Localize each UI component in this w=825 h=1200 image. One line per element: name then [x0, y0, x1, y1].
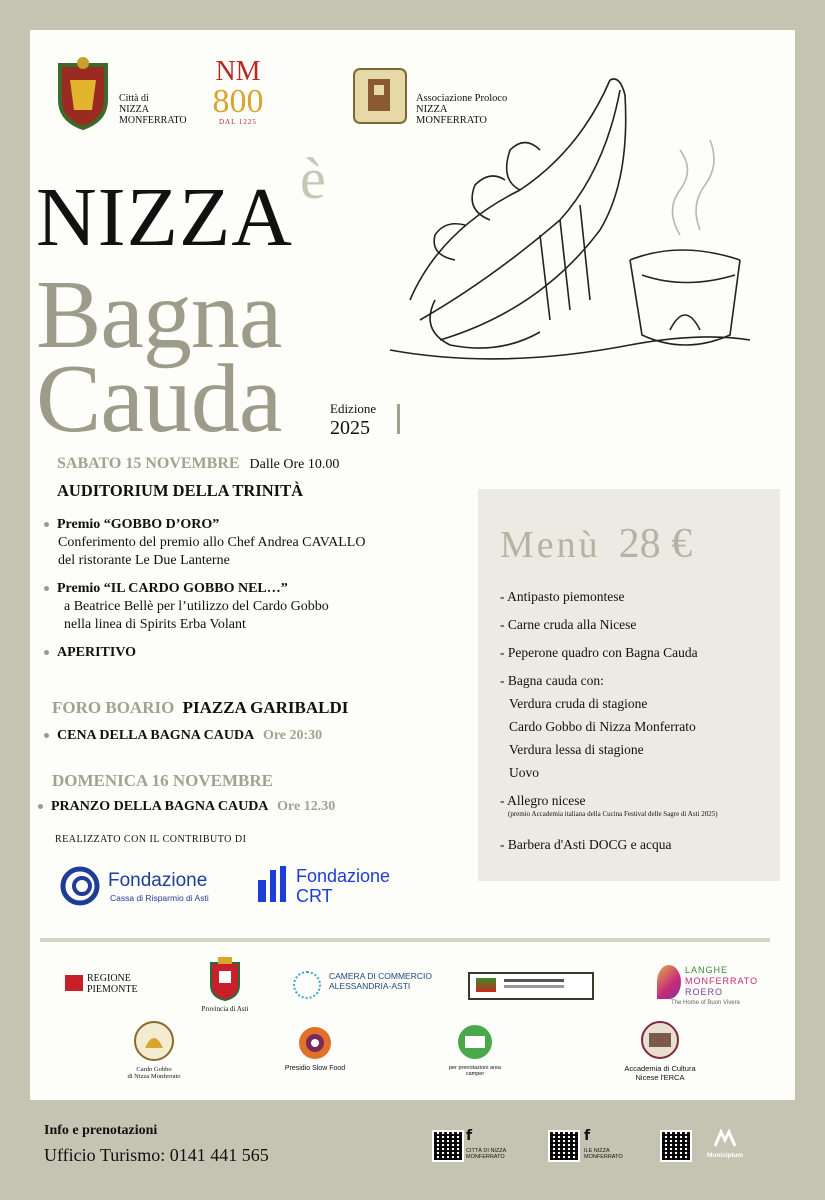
menu-item: - Antipasto piemontese	[500, 589, 625, 604]
slow-food-icon	[297, 1025, 333, 1061]
saturday-item: Premio “GOBBO D’ORO” Conferimento del premio allo Chef Andrea CAVALLO del ristorante Le Due Lanterne	[44, 516, 454, 570]
ufficio-turismo: Ufficio Turismo: 0141 441 565	[44, 1145, 269, 1165]
accademia-logo: Accademia di Cultura Nicese l'ERCA	[610, 1020, 710, 1082]
divider	[40, 938, 770, 942]
saturday-items	[44, 516, 454, 662]
area-camper-icon	[456, 1023, 494, 1061]
city-name: Città di NIZZA MONFERRATO	[119, 93, 187, 126]
saturday-venue: AUDITORIUM DELLA TRINITÀ	[57, 481, 304, 500]
municipium-icon	[713, 1128, 737, 1148]
menu-item: - Peperone quadro con Bagna Cauda	[500, 645, 698, 660]
nm800-logo: NM 800 DAL 1225	[212, 56, 264, 126]
menu-item: - Barbera d'Asti DOCG e acqua	[500, 837, 672, 852]
provincia-asti-logo: Provincia di Asti	[195, 957, 255, 1013]
title-cauda: Cauda	[36, 345, 282, 453]
menu-subitem: Uovo	[509, 765, 539, 780]
facebook-icon[interactable]: f	[466, 1128, 473, 1144]
cardo-gobbo-logo: Cardo Gobbo di Nizza Monferrato	[118, 1020, 190, 1080]
camera-commercio-logo: CAMERA DI COMMERCIO ALESSANDRIA-ASTI	[293, 971, 432, 991]
menu-item: - Allegro nicese	[500, 793, 586, 808]
provincia-crest-icon	[209, 957, 241, 1001]
municipium-logo: Municipium	[700, 1128, 750, 1159]
fondazione-crt-logo: Fondazione CRT	[258, 866, 408, 908]
saturday-item: APERITIVO	[44, 644, 454, 662]
langhe-logo: LANGHE MONFERRATO ROERO The Home of Buon Vivere	[657, 965, 758, 1009]
menu-item: - Carne cruda alla Nicese	[500, 617, 637, 632]
fondazione-crt-icon	[258, 866, 290, 904]
flag-icon	[65, 975, 83, 991]
saturday-date-row	[57, 455, 339, 473]
proloco-name: Associazione Proloco NIZZA MONFERRATO	[416, 93, 508, 126]
area-camper-logo: per prenotazioni area camper	[440, 1023, 510, 1077]
sunday-date: DOMENICA 16 NOVEMBRE	[52, 771, 274, 790]
accademia-icon	[639, 1020, 681, 1060]
cardo-pot-illustration	[380, 70, 760, 370]
qr-code-icon[interactable]	[432, 1130, 464, 1162]
regione-piemonte-logo: REGIONE PIEMONTE	[65, 973, 138, 995]
qr1-label: CITTÀ DI NIZZA MONFERRATO	[466, 1148, 507, 1160]
menu-title-row: Menù 28 €	[500, 521, 693, 567]
menu-list	[500, 588, 775, 854]
menu-subitem: Cardo Gobbo di Nizza Monferrato	[509, 719, 696, 734]
edition-bar	[397, 404, 400, 434]
langhe-icon	[657, 965, 681, 999]
edition: Edizione 2025	[330, 401, 377, 439]
cardo-gobbo-icon	[133, 1020, 175, 1062]
title-bagna: Bagna	[36, 261, 282, 369]
saturday-item: Premio “IL CARDO GOBBO NEL…” a Beatrice Bellè per l’utilizzo del Cardo Gobbo nella linea di Spirits Erba Volant	[44, 580, 454, 634]
fondazione-asti-logo: Fondazione Cassa di Risparmio di Asti	[60, 866, 220, 908]
qr-code-icon[interactable]	[660, 1130, 692, 1162]
fondazione-asti-icon	[60, 866, 100, 906]
info-label: Info e prenotazioni	[44, 1123, 158, 1138]
qr-code-icon[interactable]	[548, 1130, 580, 1162]
menu-subitem: Verdura lessa di stagione	[509, 742, 644, 757]
menu-item: - Bagna cauda con:	[500, 673, 604, 688]
sunday-event-row: PRANZO DELLA BAGNA CAUDA Ore 12.30	[38, 799, 335, 815]
saturday-time: Dalle Ore 10.00	[249, 457, 340, 472]
city-crest-icon	[52, 55, 114, 130]
unesco-logo	[468, 972, 594, 1000]
menu-dessert-note: (premio Accademia italiana della Cucina Festival delle Sagre di Asti 2025)	[508, 810, 718, 818]
title-nizza: NIZZA	[36, 171, 293, 264]
foro-row: FORO BOARIO PIAZZA GARIBALDI	[52, 698, 349, 717]
foro-event-row: CENA DELLA BAGNA CAUDA Ore 20:30	[44, 728, 322, 744]
sponsors-label: REALIZZATO CON IL CONTRIBUTO DI	[55, 834, 247, 845]
slow-food-logo: Presidio Slow Food	[280, 1025, 350, 1072]
facebook-icon[interactable]: f	[584, 1128, 591, 1144]
saturday-date: SABATO 15 NOVEMBRE	[57, 455, 240, 472]
menu-subitem: Verdura cruda di stagione	[509, 696, 648, 711]
camera-icon	[293, 971, 321, 999]
title-accent: è	[300, 146, 326, 211]
qr2-label: ILE NIZZA MONFERRATO	[584, 1148, 623, 1160]
